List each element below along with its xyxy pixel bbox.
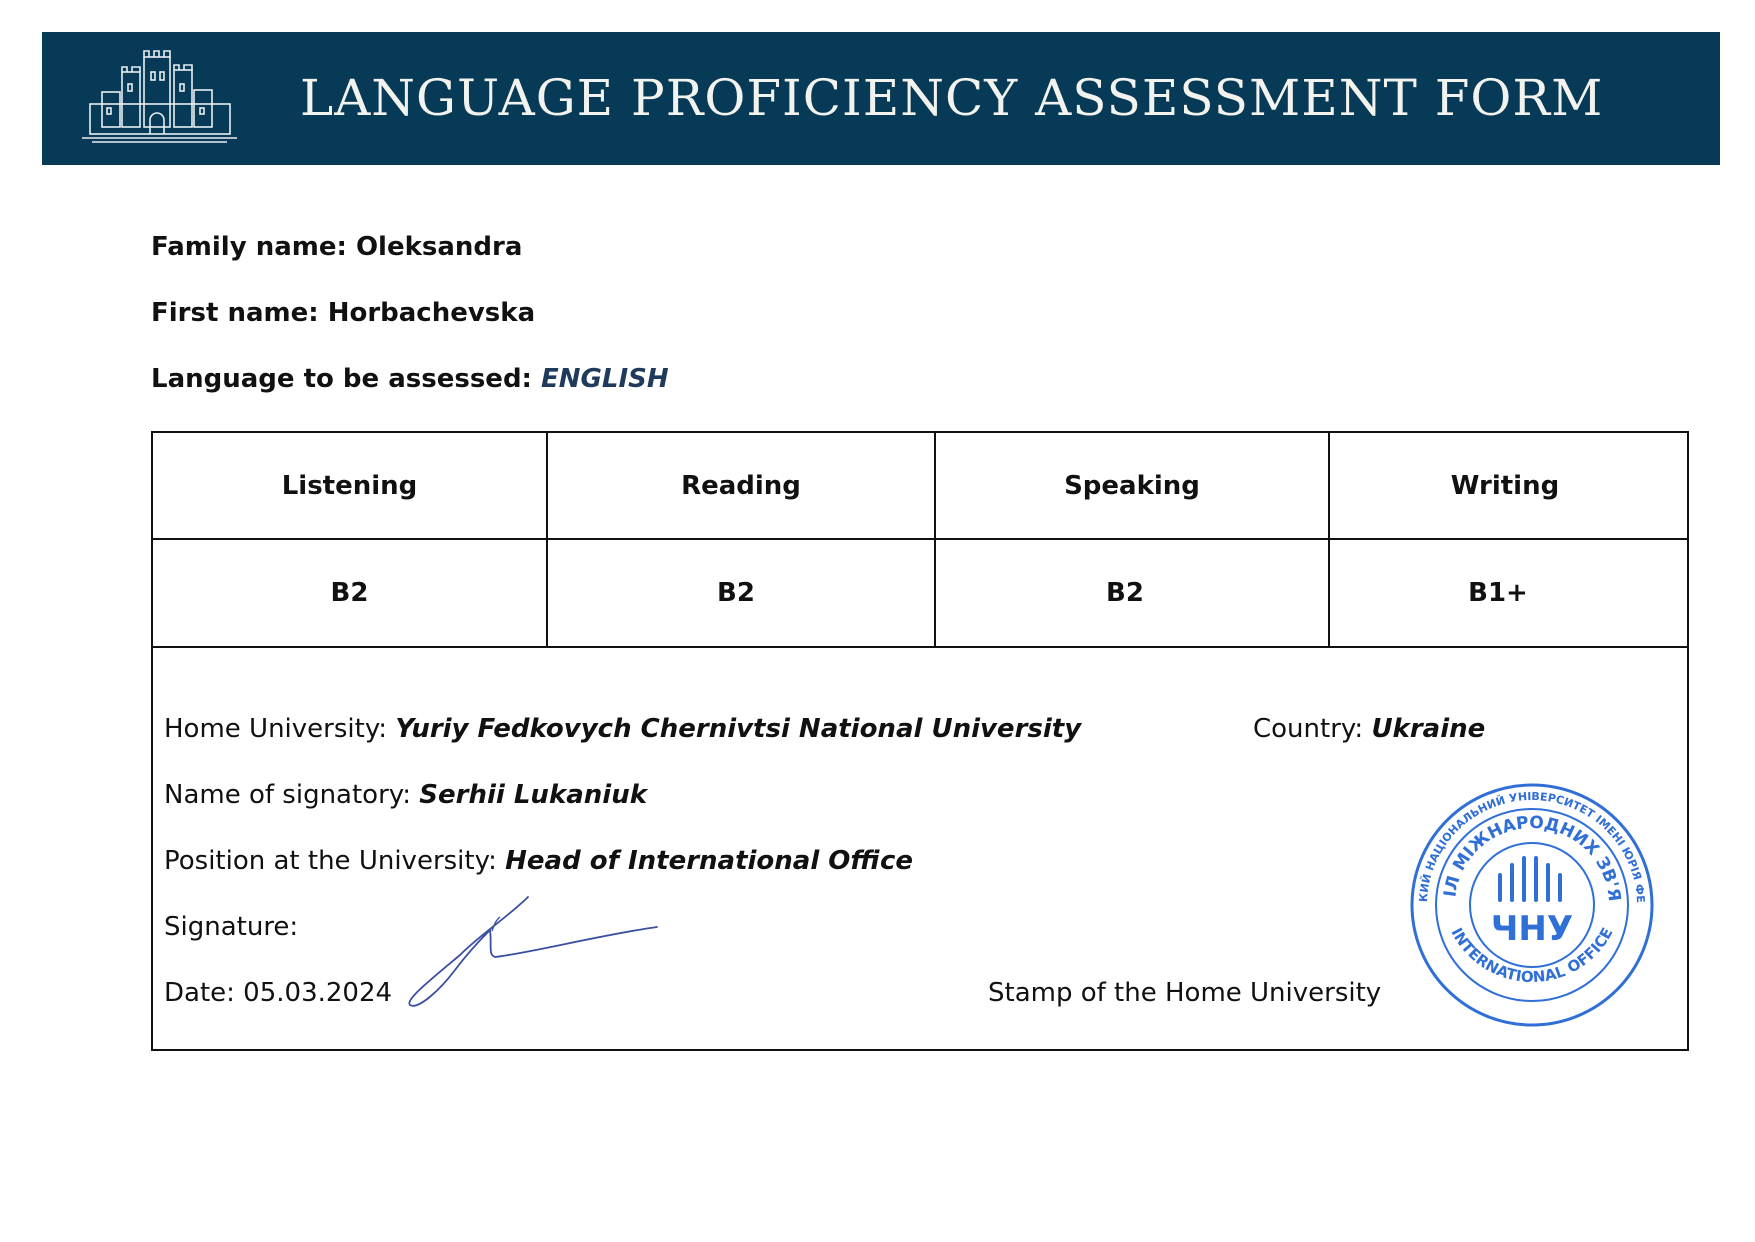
language-field (151, 364, 669, 394)
signatory-field (164, 780, 647, 810)
signatory-label: Name of signatory: (164, 780, 412, 810)
header-banner (42, 32, 1720, 165)
stamp-center-text: ЧНУ (1490, 909, 1574, 949)
university-stamp (1405, 780, 1660, 1030)
language-value: ENGLISH (541, 364, 669, 394)
date-label: Date: (164, 978, 235, 1008)
page-title: LANGUAGE PROFICIENCY ASSESSMENT FORM (300, 69, 1604, 127)
family-name-value: Oleksandra (355, 232, 523, 262)
date-field (164, 978, 392, 1008)
signature-label: Signature: (164, 912, 299, 942)
header-writing: Writing (1450, 470, 1560, 501)
stamp-outer-text: КИЙ НАЦІОНАЛЬНИЙ УНІВЕРСИТЕТ ІМЕНІ ЮРІЯ ФЕ (1416, 789, 1648, 904)
header-reading: Reading (681, 470, 801, 501)
country-label: Country: (1253, 714, 1364, 744)
signatory-value: Serhii Lukaniuk (419, 780, 647, 810)
position-label: Position at the University: (164, 846, 497, 876)
home-university-value: Yuriy Fedkovych Chernivtsi National University (395, 714, 1082, 744)
country-value: Ukraine (1371, 714, 1486, 744)
stamp-label: Stamp of the Home University (988, 978, 1382, 1008)
language-label: Language to be assessed: (151, 364, 532, 394)
signature-field (164, 912, 298, 942)
castle-logo-icon (82, 42, 237, 154)
level-writing: B1+ (1468, 578, 1528, 608)
home-university-label: Home University: (164, 714, 388, 744)
family-name-label: Family name: (151, 232, 347, 262)
family-name-field (151, 232, 522, 262)
first-name-field (151, 298, 535, 328)
first-name-label: First name: (151, 298, 319, 328)
table-divider (153, 646, 1687, 648)
level-reading: B2 (717, 578, 755, 608)
country-field (1253, 714, 1485, 744)
position-value: Head of International Office (505, 846, 914, 876)
header-listening: Listening (281, 470, 418, 501)
stamp-inner-text: ІЛ МІЖНАРОДНИХ ЗВ'Я (1440, 812, 1625, 903)
handwritten-signature (400, 895, 670, 1015)
stamp-lower-text: INTERNATIONAL OFFICE (1447, 924, 1617, 987)
level-listening: B2 (330, 578, 369, 608)
header-speaking: Speaking (1064, 470, 1200, 501)
level-speaking: B2 (1106, 578, 1144, 608)
position-field (164, 846, 913, 876)
first-name-value: Horbachevska (327, 298, 536, 328)
date-value: 05.03.2024 (243, 978, 393, 1008)
home-university-field (164, 714, 1081, 744)
